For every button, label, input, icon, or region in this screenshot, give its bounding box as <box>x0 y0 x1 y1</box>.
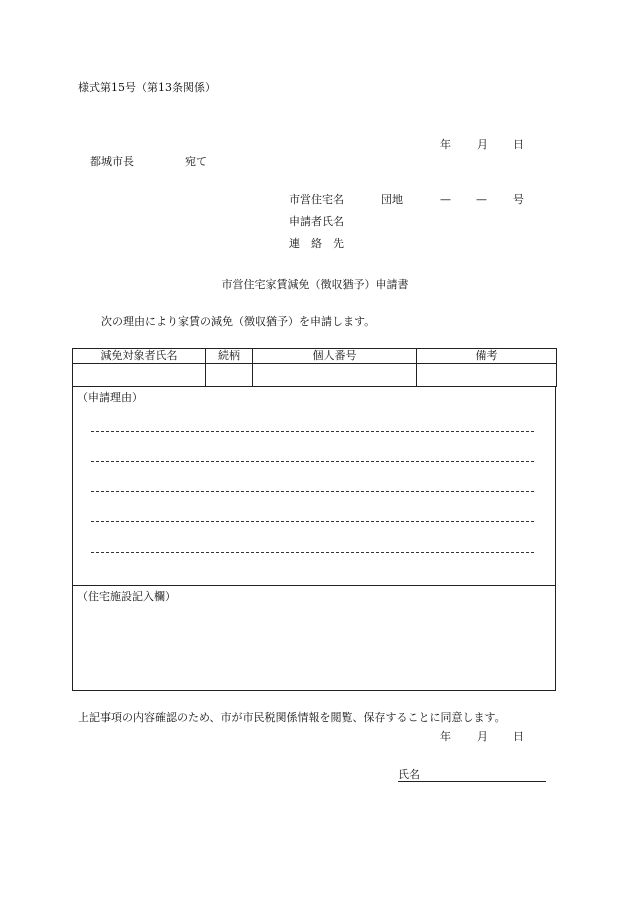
beneficiary-table <box>72 348 557 387</box>
column-header: 続柄 <box>206 349 253 364</box>
housing-name-label: 市営住宅名 <box>289 193 344 206</box>
beneficiary-name-cell[interactable] <box>73 364 206 387</box>
signature-line[interactable] <box>398 781 546 782</box>
intro-text: 次の理由により家賃の減免（徴収猶予）を申請します。 <box>101 315 376 328</box>
consent-date-day-label: 日 <box>513 730 524 743</box>
table-header-row <box>73 349 557 364</box>
form-number: 様式第15号（第13条関係） <box>78 81 216 94</box>
consent-date-year-label: 年 <box>440 730 451 743</box>
applicant-name-label: 申請者氏名 <box>289 215 344 228</box>
personal-number-cell[interactable] <box>253 364 417 387</box>
dash-separator-1: — <box>440 193 451 206</box>
date-day-label: 日 <box>513 138 524 151</box>
remarks-cell[interactable] <box>417 364 557 387</box>
table-row <box>73 364 557 387</box>
facility-section[interactable] <box>72 586 556 691</box>
danchi-label: 団地 <box>381 193 403 206</box>
date-year-label: 年 <box>440 138 451 151</box>
facility-label: （住宅施設記入欄） <box>77 590 176 603</box>
addressee: 都城市長 <box>90 155 134 168</box>
date-month-label: 月 <box>477 138 488 151</box>
consent-date-month-label: 月 <box>477 730 488 743</box>
number-label: 号 <box>513 193 524 206</box>
dashed-line <box>91 521 534 522</box>
dashed-line <box>91 552 534 553</box>
relationship-cell[interactable] <box>206 364 253 387</box>
reason-label: （申請理由） <box>77 391 143 404</box>
dashed-line <box>91 491 534 492</box>
dashed-line <box>91 431 534 432</box>
column-header: 減免対象者氏名 <box>73 349 206 364</box>
dash-separator-2: — <box>476 193 487 206</box>
addressee-suffix: 宛て <box>185 155 207 168</box>
reason-section[interactable] <box>72 387 556 586</box>
consent-text: 上記事項の内容確認のため、市が市民税関係情報を閲覧、保存することに同意します。 <box>78 711 506 724</box>
column-header: 個人番号 <box>253 349 417 364</box>
document-title: 市営住宅家賃減免（徴収猶予）申請書 <box>221 278 409 291</box>
column-header: 備考 <box>417 349 557 364</box>
dashed-line <box>91 461 534 462</box>
contact-label: 連 絡 先 <box>289 237 344 250</box>
signature-label: 氏名 <box>398 768 420 781</box>
